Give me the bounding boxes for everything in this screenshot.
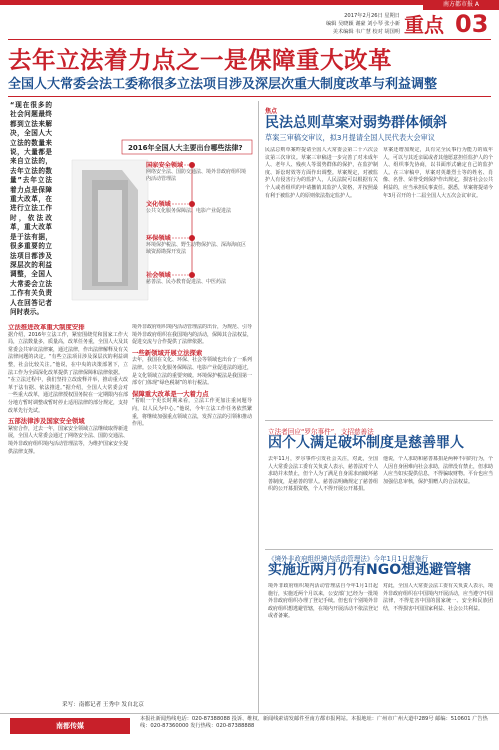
body-paragraph: 境外非政府组织境内活动管理法的出台，为规范、引导境外非政府组织在我国境内的活动，保障其合法权益，促进交流与合作提供了法律依据。 [132,324,252,346]
category-item [146,233,252,257]
page-subheadline: 全国人大常委会法工委称很多立法项目涉及深层次重大制度改革与利益调整 [8,77,438,92]
subhead-divider [8,96,491,97]
page-number: 03 [455,10,489,38]
category-item [146,270,252,286]
mid-article-body [132,324,252,696]
body-paragraph: 紧密合作，过去一年，国家安全领域立法继续取得新进展，全国人大常委会通过了网络安全法、国防交通法、境外非政府组织境内活动管理法等，为维护国家安全提供法律支撑。 [8,425,128,455]
category-desc: 网络安全法、国防交通法、境外非政府组织境内活动管理法 [146,169,247,183]
focus-article-col2: 草案还增加规定，具有完全民事行为能力的成年人，可以与其近亲属或者其他愿意担任监护人的个人、组织事先协商，以书面形式确定自己的监护人。在三审稿中，草案对英雄烈士等的姓名、肖像、名誉、荣誉受到保护作出规定，损害社会公共利益的，应当承担民事责任。据悉，草案将提请今年3月召开的十二届全国人大五次会议审议。 [383,147,493,199]
focus-article-subtitle: 草案三审稿交审议，拟3月提请全国人民代表大会审议 [265,133,435,142]
lead-paragraph: “现在很多的社会问题最终都到立法来解决，全国人大立法的数量来说，大量都是来自立法的，去年立法的数量”去年立法着力点是保障重大改革，在进行立法工作时，依法改革，重大改革是于法有据，很多重要的立法项目都涉及深层次的利益调整，全国人大常委会立法工作有关负责人在回答记者问时表示。 [10,101,52,316]
category-title: 环保领域 [146,235,171,242]
focus-tag: 焦点 [265,108,278,115]
footer-text: 本报社新闻热线电话：020-87388088 投诉、维权、新闻线索请发邮件至南方都市报网站。本报地址：广州市广州大道中289号 邮编：510601 广告热线：020-87360000 发行热线：020-87388888 [140,716,488,730]
focus-article-title: 民法总则草案对弱势群体倾斜 [265,115,447,131]
article2-col2: 他说，个人求助和慈善募捐是两种不同的行为，个人因自身困难向社会求助，法律没有禁止，但求助人应当如实提供信息，不得骗取财物。平台也应当加强信息审核，保护捐赠人的合法权益。 [383,456,493,485]
infographic-question: 2016年全国人大主要出台哪些法律? [128,144,243,152]
header-divider [8,39,491,40]
category-title: 国家安全领域 [146,162,184,169]
footer-logo: 南都传媒 [10,718,130,734]
focus-article-col1: 民法总则草案昨提请全国人大常委会第二十六次会议第三次审议。草案三审稿进一步完善了对未成年人、老年人、残疾人等弱势群体的保护，在监护制度、诉讼时效等方面作出调整。草案规定，对被监护人有侵害行为的监护人，人民法院可以根据有关个人或者组织的申请撤销其监护人资格，并按照最有利于被监护人的原则依法指定监护人。 [265,147,378,199]
category-item [146,160,252,184]
column-divider [258,101,259,713]
body-paragraph: “在立法过程中，我们坚持立改废释并举，推动重大改革于法有据、依法推进。”据介绍，全国人大常委会对一些重大改革，通过法律授权国务院在一定期限内在部分地方暂时调整或暂时停止适用法律的部分规定，支持改革先行先试。 [8,377,128,414]
article3-kicker: 《境外非政府组织境内活动管理法》今年1月1日起施行 [268,555,429,563]
section-heading: 立法推进改革重大制度安排 [8,324,85,331]
article3-col1: 境外非政府组织境内活动管理法自今年1月1日起施行，实施近两个月以来，公安部门已经为一批境外非政府组织办理了登记手续。但也有个别境外非政府组织想逃避管辖，在境内开展活动不依法登记或者备案。 [268,583,378,620]
header-meta [260,12,400,36]
category-title: 文化领域 [146,201,171,208]
article2-col1: 去年11月，罗尔事件引发社会关注，对此，全国人大常委会法工委有关负责人表示，慈善法对个人求助并未禁止，但个人为了满足自身需求而破坏慈善制度，是慈善的罪人。慈善法明确规定了慈善组织的公开募捐资格，个人不得开展公开募捐。 [268,456,378,493]
article3-col2: 对此，全国人大常委会法工委有关负责人表示，境外非政府组织在中国境内开展活动，应当遵守中国法律，不得危害中国的国家统一、安全和民族团结，不得损害中国国家利益、社会公共利益。 [383,583,493,612]
article2-kicker: 立法者回应“罗尔事件”，支招慈善法 [268,428,374,436]
category-title: 社会领域 [146,272,171,279]
section-heading: 五部法律涉及国家安全领域 [8,417,85,426]
article2-title: 因个人满足破坏制度是慈善罪人 [268,435,464,451]
body-paragraph: 去年，我国在文化、环保、社会等领域也出台了一系列法律。公共文化服务保障法、电影产业促进法的通过，是文化领域立法的重要突破。环境保护税法是我国第一部专门体现“绿色税制”的单行税法。 [132,357,252,387]
header-meta-line: 编辑 吴晓颖 谢豪 刘小琴 张小新 [325,21,400,27]
article-divider [265,549,493,550]
article3-title: 实施近两月仍有NGO想逃避管辖 [268,562,472,578]
article-divider [265,420,493,421]
body-paragraph: “着眼一个更长时期来看，立法工作更加注重问题导向，以人民为中心。”他说，今年立法工作任务依然繁重，将继续加强重点领域立法，发挥立法的引领和推动作用。 [132,398,252,428]
header-meta-line: 美术编辑 韦广慧 校对 胡国明 [332,29,400,35]
brand-label: 南方都市报 A [423,0,499,10]
byline: 采写：南都记者 王秀中 发自北京 [62,702,144,708]
category-desc: 慈善法、民办教育促进法、中医药法 [146,279,227,285]
left-article-body [8,324,128,696]
section-heading: 一些新领域开展立法探索 [132,348,203,357]
category-desc: 公共文化服务保障法、电影产业促进法 [146,208,232,214]
header-meta-line: 2017年2月26日 星期日 [344,13,400,19]
section-name: 重点 [404,13,444,37]
category-item [146,199,252,215]
category-desc: 环境保护税法、野生动物保护法、深海海底区域资源勘探开发法 [146,242,247,256]
body-paragraph: 据介绍，2016年立法工作，紧密围绕党和国家工作大局，立法数量多，质量高，改革任务重，全国人大及其常委会共审议法律案，通过法律，作出法律解释及有关法律问题的决定。“有些立法项目涉及深层次的利益调整，社会比较关注。”他说，在中央的决策部署下，立法工作为全面深化改革提供了法律保障和法律依据。 [8,331,128,376]
section-heading: 保障重大改革是一大着力点 [132,389,209,398]
page-headline: 去年立法着力点之一是保障重大改革 [8,46,392,74]
